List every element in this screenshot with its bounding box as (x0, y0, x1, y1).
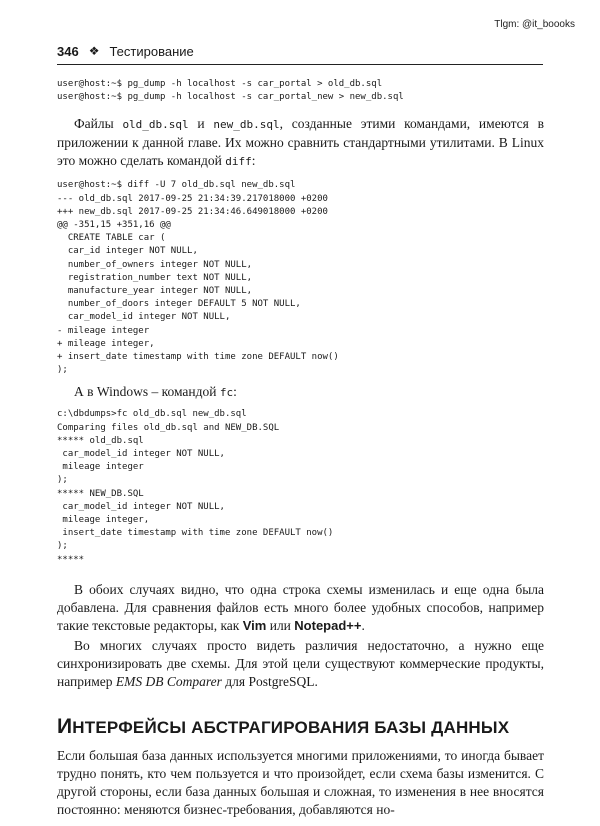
code-line: number_of_owners integer NOT NULL, (57, 259, 253, 270)
code-line: number_of_doors integer DEFAULT 5 NOT NULL, (57, 299, 301, 310)
code-line: +++ new_db.sql 2017-09-25 21:34:46.649018000 +0200 (57, 206, 328, 217)
code-line: ); (57, 541, 68, 552)
code-line: --- old_db.sql 2017-09-25 21:34:39.217018000 +0200 (57, 193, 328, 204)
code-line: mileage integer (57, 462, 144, 473)
paragraph-both-cases: В обоих случаях видно, что одна строка схемы изменилась и еще одна была добавлена. Для сравнения файлов есть много более удобных способов, например такие текстовые редакторы, как Vim или Notepad++. (57, 581, 544, 633)
code-line: user@host:~$ pg_dump -h localhost -s car_portal_new > new_db.sql (57, 92, 404, 103)
code-line: ); (57, 365, 68, 376)
code-block-diff (57, 179, 544, 377)
page-number: 346 (57, 44, 79, 59)
code-line: insert_date timestamp with time zone DEFAULT now() (57, 528, 334, 539)
header-separator-icon: ❖ (88, 44, 100, 58)
code-line: Comparing files old_db.sql and NEW_DB.SQL (57, 422, 280, 433)
code-line: ***** (57, 554, 85, 565)
code-line: CREATE TABLE car ( (57, 233, 166, 244)
code-block-fc (57, 408, 544, 566)
watermark: Tlgm: @it_boooks (494, 19, 575, 30)
code-line: mileage integer, (57, 515, 150, 526)
section-heading: ИНТЕРФЕЙСЫ АБСТРАГИРОВАНИЯ БАЗЫ ДАННЫХ (57, 714, 510, 738)
page-header (57, 44, 543, 65)
page-content (57, 78, 544, 819)
code-line: - mileage integer (57, 325, 150, 336)
code-line: @@ -351,15 +351,16 @@ (57, 220, 171, 231)
paragraph-abstraction: Если большая база данных используется многими приложениями, то иногда бывает трудно понять, кто чем пользуется и что произойдет, если схема базы изменится. С другой стороны, если база данных большая и сложная, то изменения в нее вносятся постоянно: меняются бизнес-требования, добавляются но- (57, 747, 544, 817)
paragraph-files-compare: Файлы old_db.sql и new_db.sql, созданные этими командами, имеются в приложении к данной главе. Их можно сравнить стандартными утилитами. В Linux это можно сделать командой diff: (57, 116, 544, 169)
code-block-pg-dump (57, 78, 544, 104)
code-line: registration_number text NOT NULL, (57, 272, 253, 283)
code-line: car_model_id integer NOT NULL, (57, 312, 231, 323)
code-line: user@host:~$ diff -U 7 old_db.sql new_db.sql (57, 180, 296, 191)
chapter-title: Тестирование (109, 44, 194, 59)
code-line: ***** old_db.sql (57, 435, 144, 446)
code-line: + insert_date timestamp with time zone DEFAULT now() (57, 352, 339, 363)
paragraph-windows: А в Windows – командой fc: (74, 384, 237, 400)
code-line: user@host:~$ pg_dump -h localhost -s car_portal > old_db.sql (57, 79, 383, 89)
code-line: car_model_id integer NOT NULL, (57, 501, 225, 512)
paragraph-sync: Во многих случаях просто видеть различия недостаточно, а нужно еще синхронизировать две схемы. Для этой цели существуют коммерческие продукты, например EMS DB Comparer для PostgreSQL. (57, 637, 544, 689)
code-line: car_model_id integer NOT NULL, (57, 449, 225, 460)
code-line: c:\dbdumps>fc old_db.sql new_db.sql (57, 409, 247, 420)
code-line: car_id integer NOT NULL, (57, 246, 198, 257)
code-line: manufacture_year integer NOT NULL, (57, 286, 253, 297)
code-line: ); (57, 475, 68, 486)
code-line: ***** NEW_DB.SQL (57, 488, 144, 499)
code-line: + mileage integer, (57, 338, 155, 349)
